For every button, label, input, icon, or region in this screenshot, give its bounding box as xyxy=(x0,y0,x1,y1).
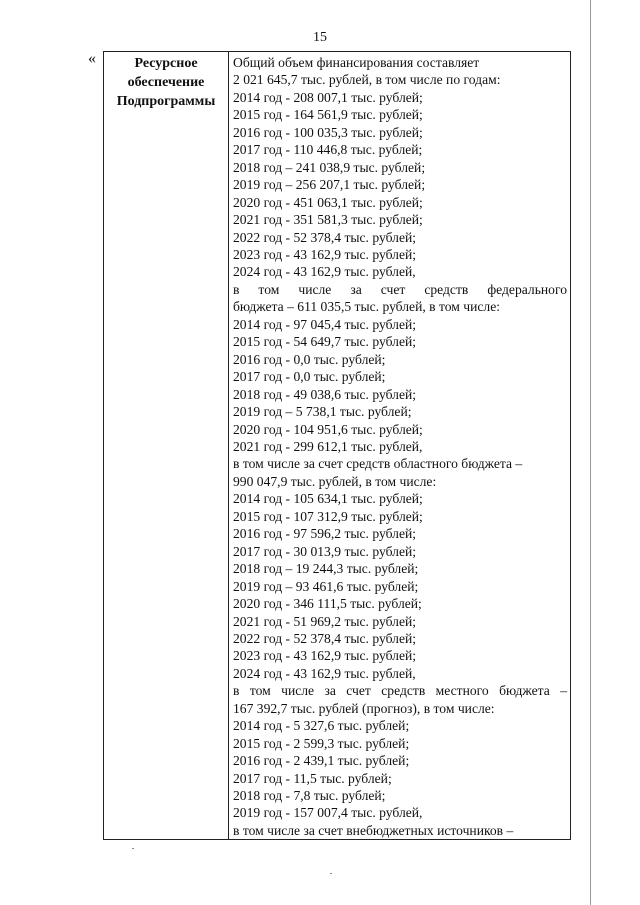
funding-line: бюджета – 611 035,5 тыс. рублей, в том числе: xyxy=(233,299,501,315)
funding-text-cell xyxy=(229,52,571,840)
funding-line: 2018 год – 19 244,3 тыс. рублей; xyxy=(233,561,419,577)
funding-line: 2017 год - 0,0 тыс. рублей; xyxy=(233,369,386,385)
funding-line: 990 047,9 тыс. рублей, в том числе: xyxy=(233,473,437,489)
scan-edge-line xyxy=(590,0,591,905)
label-line: Подпрограммы xyxy=(116,94,216,109)
funding-line: 2024 год - 43 162,9 тыс. рублей, xyxy=(233,665,416,681)
funding-line: 2019 год – 93 461,6 тыс. рублей; xyxy=(233,578,419,594)
funding-line: 2014 год - 208 007,1 тыс. рублей; xyxy=(233,89,423,105)
page-number: 15 xyxy=(313,30,327,45)
funding-line: 2023 год - 43 162,9 тыс. рублей; xyxy=(233,246,417,262)
funding-line: 2015 год - 54 649,7 тыс. рублей; xyxy=(233,334,417,350)
label-line: обеспечение xyxy=(127,75,205,90)
scan-speck xyxy=(330,873,332,874)
funding-line: 2022 год - 52 378,4 тыс. рублей; xyxy=(233,630,417,646)
resource-table xyxy=(103,51,571,840)
funding-line: 2020 год - 346 111,5 тыс. рублей; xyxy=(233,596,422,612)
funding-line: 2020 год - 451 063,1 тыс. рублей; xyxy=(233,194,423,210)
funding-line: 2 021 645,7 тыс. рублей, в том числе по годам: xyxy=(233,72,501,88)
funding-line: 2021 год - 299 612,1 тыс. рублей, xyxy=(233,438,423,454)
funding-line: 2015 год - 164 561,9 тыс. рублей; xyxy=(233,107,423,123)
funding-line: 2019 год – 5 738,1 тыс. рублей; xyxy=(233,404,412,420)
funding-line: 2014 год - 105 634,1 тыс. рублей; xyxy=(233,491,423,507)
funding-line: 2018 год - 49 038,6 тыс. рублей; xyxy=(233,386,417,402)
funding-line: в том числе за счет средств федерального xyxy=(233,281,567,297)
funding-line: в том числе за счет внебюджетных источников – xyxy=(233,822,514,838)
funding-line: Общий объем финансирования составляет xyxy=(233,55,480,70)
funding-line: 2019 год – 256 207,1 тыс. рублей; xyxy=(233,177,426,193)
funding-line: 2017 год - 110 446,8 тыс. рублей; xyxy=(233,142,423,158)
funding-line: 2018 год - 7,8 тыс. рублей; xyxy=(233,788,386,804)
funding-line: 2024 год - 43 162,9 тыс. рублей, xyxy=(233,264,416,280)
label-line: Ресурсное xyxy=(134,56,198,71)
funding-line: в том числе за счет средств областного бюджета – xyxy=(233,456,523,472)
funding-line: 2020 год - 104 951,6 тыс. рублей; xyxy=(233,421,423,437)
funding-line: 2021 год - 51 969,2 тыс. рублей; xyxy=(233,613,417,629)
funding-line: 2023 год - 43 162,9 тыс. рублей; xyxy=(233,648,417,664)
funding-line: 2014 год - 5 327,6 тыс. рублей; xyxy=(233,718,410,734)
resource-label-cell xyxy=(104,52,229,840)
scan-speck xyxy=(132,848,134,849)
funding-line: 2022 год - 52 378,4 тыс. рублей; xyxy=(233,229,417,245)
funding-line: 2016 год - 100 035,3 тыс. рублей; xyxy=(233,124,423,140)
table-row xyxy=(104,52,571,840)
funding-line: 2019 год - 157 007,4 тыс. рублей, xyxy=(233,805,423,821)
funding-line: 167 392,7 тыс. рублей (прогноз), в том числе: xyxy=(233,700,495,716)
funding-line: 2016 год - 97 596,2 тыс. рублей; xyxy=(233,526,417,542)
opening-quote-mark: « xyxy=(88,50,96,67)
funding-line: 2017 год - 30 013,9 тыс. рублей; xyxy=(233,543,417,559)
funding-line: 2014 год - 97 045,4 тыс. рублей; xyxy=(233,316,417,332)
funding-line: в том числе за счет средств местного бюджета – xyxy=(233,683,567,699)
funding-line: 2015 год - 107 312,9 тыс. рублей; xyxy=(233,508,423,524)
funding-line: 2015 год - 2 599,3 тыс. рублей; xyxy=(233,735,410,751)
funding-line: 2017 год - 11,5 тыс. рублей; xyxy=(233,770,392,786)
funding-line: 2016 год - 2 439,1 тыс. рублей; xyxy=(233,753,410,769)
funding-line: 2016 год - 0,0 тыс. рублей; xyxy=(233,351,386,367)
funding-line: 2021 год - 351 581,3 тыс. рублей; xyxy=(233,212,423,228)
funding-line: 2018 год – 241 038,9 тыс. рублей; xyxy=(233,159,426,175)
